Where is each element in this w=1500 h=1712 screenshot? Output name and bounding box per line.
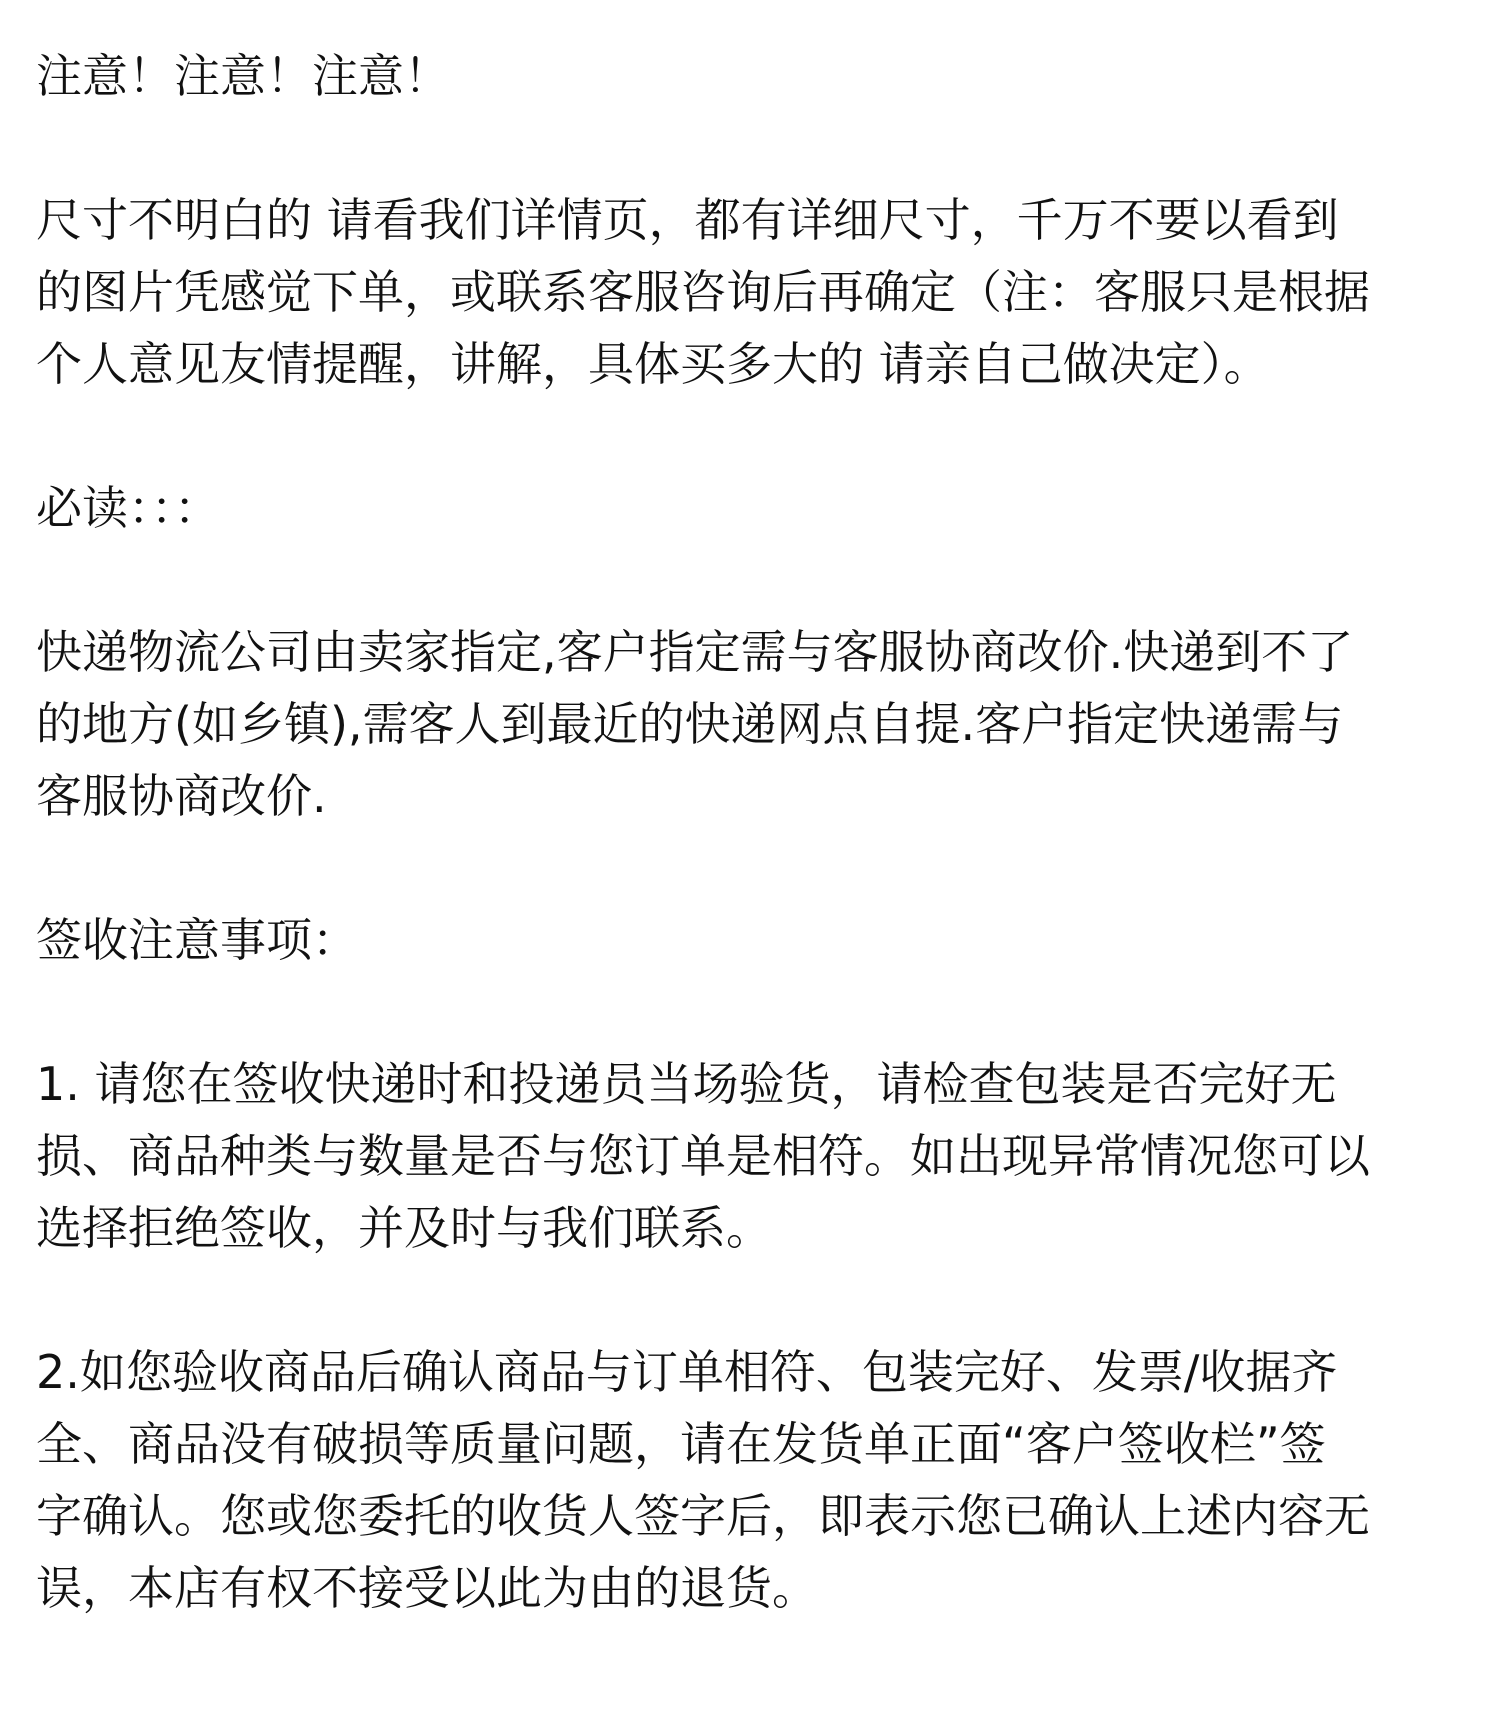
receipt-item-line: 全、商品没有破损等质量问题，请在发货单正面“客户签收栏”签 xyxy=(36,1417,1326,1471)
attention-heading: 注意！注意！注意！ xyxy=(36,49,450,103)
receipt-item-line: 字确认。您或您委托的收货人签字后，即表示您已确认上述内容无 xyxy=(36,1489,1370,1543)
size-notice-line: 的图片凭感觉下单，或联系客服咨询后再确定（注：客服只是根据 xyxy=(36,265,1370,319)
shipping-line: 的地方(如乡镇),需客人到最近的快递网点自提.客户指定快递需与 xyxy=(36,697,1344,751)
must-read-heading: 必读：：： xyxy=(36,481,220,535)
receipt-item-line: 1. 请您在签收快递时和投递员当场验货，请检查包装是否完好无 xyxy=(36,1057,1337,1111)
receipt-item-line: 误，本店有权不接受以此为由的退货。 xyxy=(36,1561,818,1615)
size-notice-line: 个人意见友情提醒，讲解，具体买多大的 请亲自己做决定）。 xyxy=(36,337,1270,391)
receipt-item-1 xyxy=(36,1048,1456,1264)
shipping-line: 快递物流公司由卖家指定,客户指定需与客服协商改价.快递到不了 xyxy=(36,625,1354,679)
size-notice-paragraph xyxy=(36,184,1456,400)
receipt-heading: 签收注意事项： xyxy=(36,913,358,967)
receipt-item-2 xyxy=(36,1336,1456,1624)
receipt-item-line: 选择拒绝签收，并及时与我们联系。 xyxy=(36,1201,772,1255)
shipping-line: 客服协商改价. xyxy=(36,769,327,823)
shipping-paragraph xyxy=(36,616,1456,832)
notice-document xyxy=(36,40,1456,1624)
receipt-item-line: 损、商品种类与数量是否与您订单是相符。如出现异常情况您可以 xyxy=(36,1129,1370,1183)
size-notice-line: 尺寸不明白的 请看我们详情页，都有详细尺寸，千万不要以看到 xyxy=(36,193,1339,247)
receipt-item-line: 2.如您验收商品后确认商品与订单相符、包装完好、发票/收据齐 xyxy=(36,1345,1338,1399)
